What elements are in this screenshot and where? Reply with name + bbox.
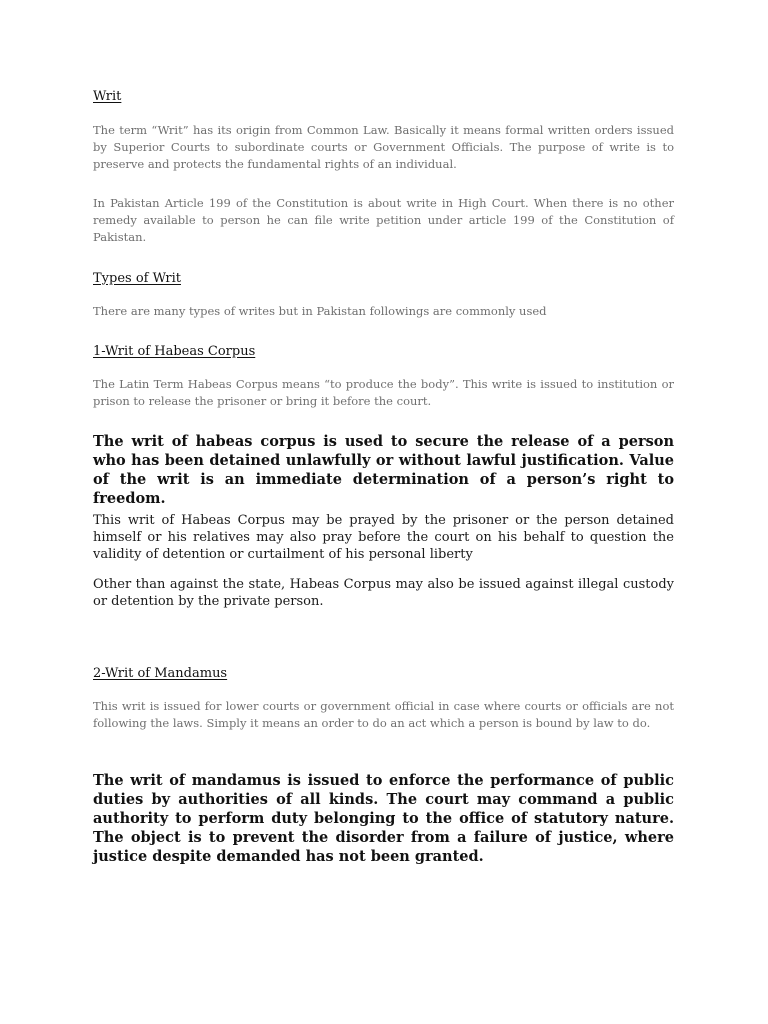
heading-types-of-writ: Types of Writ <box>93 271 181 286</box>
paragraph-article-199: In Pakistan Article 199 of the Constitution is about write in High Court. When there is no other remedy available to person he can file write petition under article 199 of the Constitution of Pakistan. <box>93 196 674 244</box>
paragraph-habeas-bold: The writ of habeas corpus is used to secure the release of a person who has been detained unlawfully or without lawful justification. Value of the writ is an immediate determination of a person’s right to freedom. <box>93 433 674 507</box>
paragraph-habeas-prayed: This writ of Habeas Corpus may be prayed by the prisoner or the person detained himself or his relatives may also pray before the court on his behalf to question the validity of detention or curtailment of his personal liberty <box>93 513 674 562</box>
paragraph-mandamus-bold: The writ of mandamus is issued to enforce the performance of public duties by authorities of all kinds. The court may command a public authority to perform duty belonging to the office of statutory nature. The object is to prevent the disorder from a failure of justice, where justice despite demanded has not been granted. <box>93 772 674 865</box>
paragraph-habeas-state: Other than against the state, Habeas Corpus may also be issued against illegal custody or detention by the private person. <box>93 577 674 609</box>
heading-habeas-corpus: 1-Writ of Habeas Corpus <box>93 344 256 359</box>
paragraph-habeas-latin: The Latin Term Habeas Corpus means “to produce the body”. This write is issued to institution or prison to release the prisoner or bring it before the court. <box>93 377 674 408</box>
paragraph-writ-origin: The term “Writ” has its origin from Common Law. Basically it means formal written orders issued by Superior Courts to subordinate courts or Government Officials. The purpose of write is to preserve and protects the fundamental rights of an individual. <box>93 123 674 171</box>
heading-writ: Writ <box>93 89 122 104</box>
paragraph-types-intro: There are many types of writes but in Pakistan followings are commonly used <box>93 304 547 318</box>
paragraph-mandamus-lower: This writ is issued for lower courts or government official in case where courts or officials are not following the laws. Simply it means an order to do an act which a person is bound by law to do. <box>93 699 674 730</box>
heading-mandamus: 2-Writ of Mandamus <box>93 666 228 681</box>
